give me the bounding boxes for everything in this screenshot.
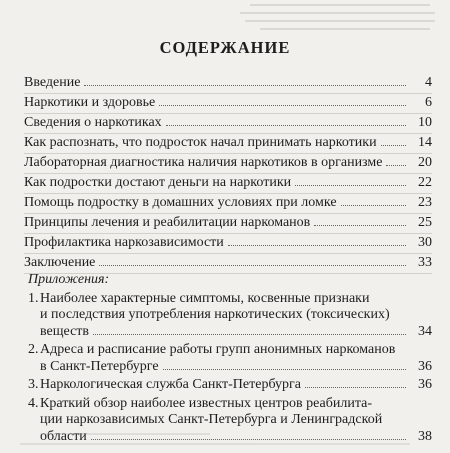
toc-entry-page: 14 (418, 135, 432, 150)
dot-leader (99, 264, 406, 266)
toc-entry (24, 134, 432, 154)
toc-entry-label: Как подростки достают деньги на наркотики (24, 175, 292, 190)
show-through-text-bottom (0, 423, 450, 453)
toc-entry (24, 254, 432, 274)
dot-leader (84, 84, 406, 86)
toc-entry (24, 214, 432, 234)
dot-leader (228, 244, 406, 246)
toc-entry-label: Лабораторная диагностика наличия наркотиков в организме (24, 155, 383, 170)
table-of-contents (24, 74, 432, 274)
toc-entry-label: Принципы лечения и реабилитации наркоманов (24, 215, 311, 230)
toc-entry-label: Наркотики и здоровье (24, 95, 156, 110)
toc-entry-label: Профилактика наркозависимости (24, 235, 224, 250)
toc-entry-label: Помощь подростку в домашних условиях при ломке (24, 195, 337, 210)
toc-entry (24, 234, 432, 254)
appendix-item-line: Адреса и расписание работы групп анонимных наркоманов (40, 342, 396, 357)
appendix-item-page: 36 (418, 358, 432, 374)
show-through-text-top (0, 0, 450, 40)
toc-entry (24, 114, 432, 134)
appendix-section (28, 272, 432, 447)
appendix-item-line: Краткий обзор наиболее известных центров реабилита- (40, 395, 373, 411)
appendix-item-number: 4. (28, 395, 39, 411)
dot-leader (386, 164, 406, 166)
appendix-item-number: 1. (28, 290, 39, 306)
page-title: СОДЕРЖАНИЕ (159, 38, 291, 57)
toc-entry-page: 10 (418, 115, 432, 130)
toc-entry-page: 6 (425, 95, 432, 110)
dot-leader (159, 104, 406, 106)
toc-entry (24, 94, 432, 114)
dot-leader (295, 184, 406, 186)
toc-entry-page: 22 (418, 175, 432, 190)
appendix-item-line: ции наркозависимых Санкт-Петербурга и Ленинградской (40, 412, 383, 427)
toc-entry-page: 25 (418, 215, 432, 230)
dot-leader (341, 204, 406, 206)
toc-entry-label: Сведения о наркотиках (24, 115, 162, 130)
dot-leader (314, 224, 406, 226)
appendix-item-line: Наиболее характерные симптомы, косвенные признаки (40, 290, 370, 306)
appendix-item-line: в Санкт-Петербурге (40, 358, 159, 374)
dot-leader (305, 386, 406, 388)
appendix-title: Приложения: (28, 272, 110, 287)
appendix-item-line: веществ (40, 323, 90, 339)
appendix-item-line: и последствия употребления наркотических (токсических) (40, 307, 390, 322)
appendix-item-page: 38 (418, 428, 432, 444)
dot-leader (166, 124, 406, 126)
dot-leader (93, 333, 406, 335)
toc-entry-label: Заключение (24, 255, 96, 270)
appendix-item-page: 34 (418, 323, 432, 339)
appendix-item-number: 2. (28, 342, 39, 357)
toc-entry (24, 154, 432, 174)
toc-entry-page: 20 (418, 155, 432, 170)
toc-entry-label: Введение (24, 75, 81, 90)
appendix-item (28, 377, 432, 394)
appendix-item-number: 3. (28, 377, 39, 392)
toc-entry-page: 33 (418, 255, 432, 270)
toc-entry (24, 194, 432, 214)
appendix-list (28, 291, 432, 446)
appendix-item (28, 342, 432, 375)
appendix-item (28, 291, 432, 341)
toc-entry-page: 23 (418, 195, 432, 210)
appendix-item-line: области (40, 428, 87, 444)
dot-leader (163, 368, 406, 370)
dot-leader (381, 144, 406, 146)
appendix-item-line: Наркологическая служба Санкт-Петербурга (40, 377, 301, 392)
toc-entry-page: 30 (418, 235, 432, 250)
toc-entry (24, 74, 432, 94)
toc-entry-label: Как распознать, что подросток начал принимать наркотики (24, 135, 377, 150)
toc-entry (24, 174, 432, 194)
appendix-item-page: 36 (418, 377, 432, 392)
toc-entry-page: 4 (425, 75, 432, 90)
